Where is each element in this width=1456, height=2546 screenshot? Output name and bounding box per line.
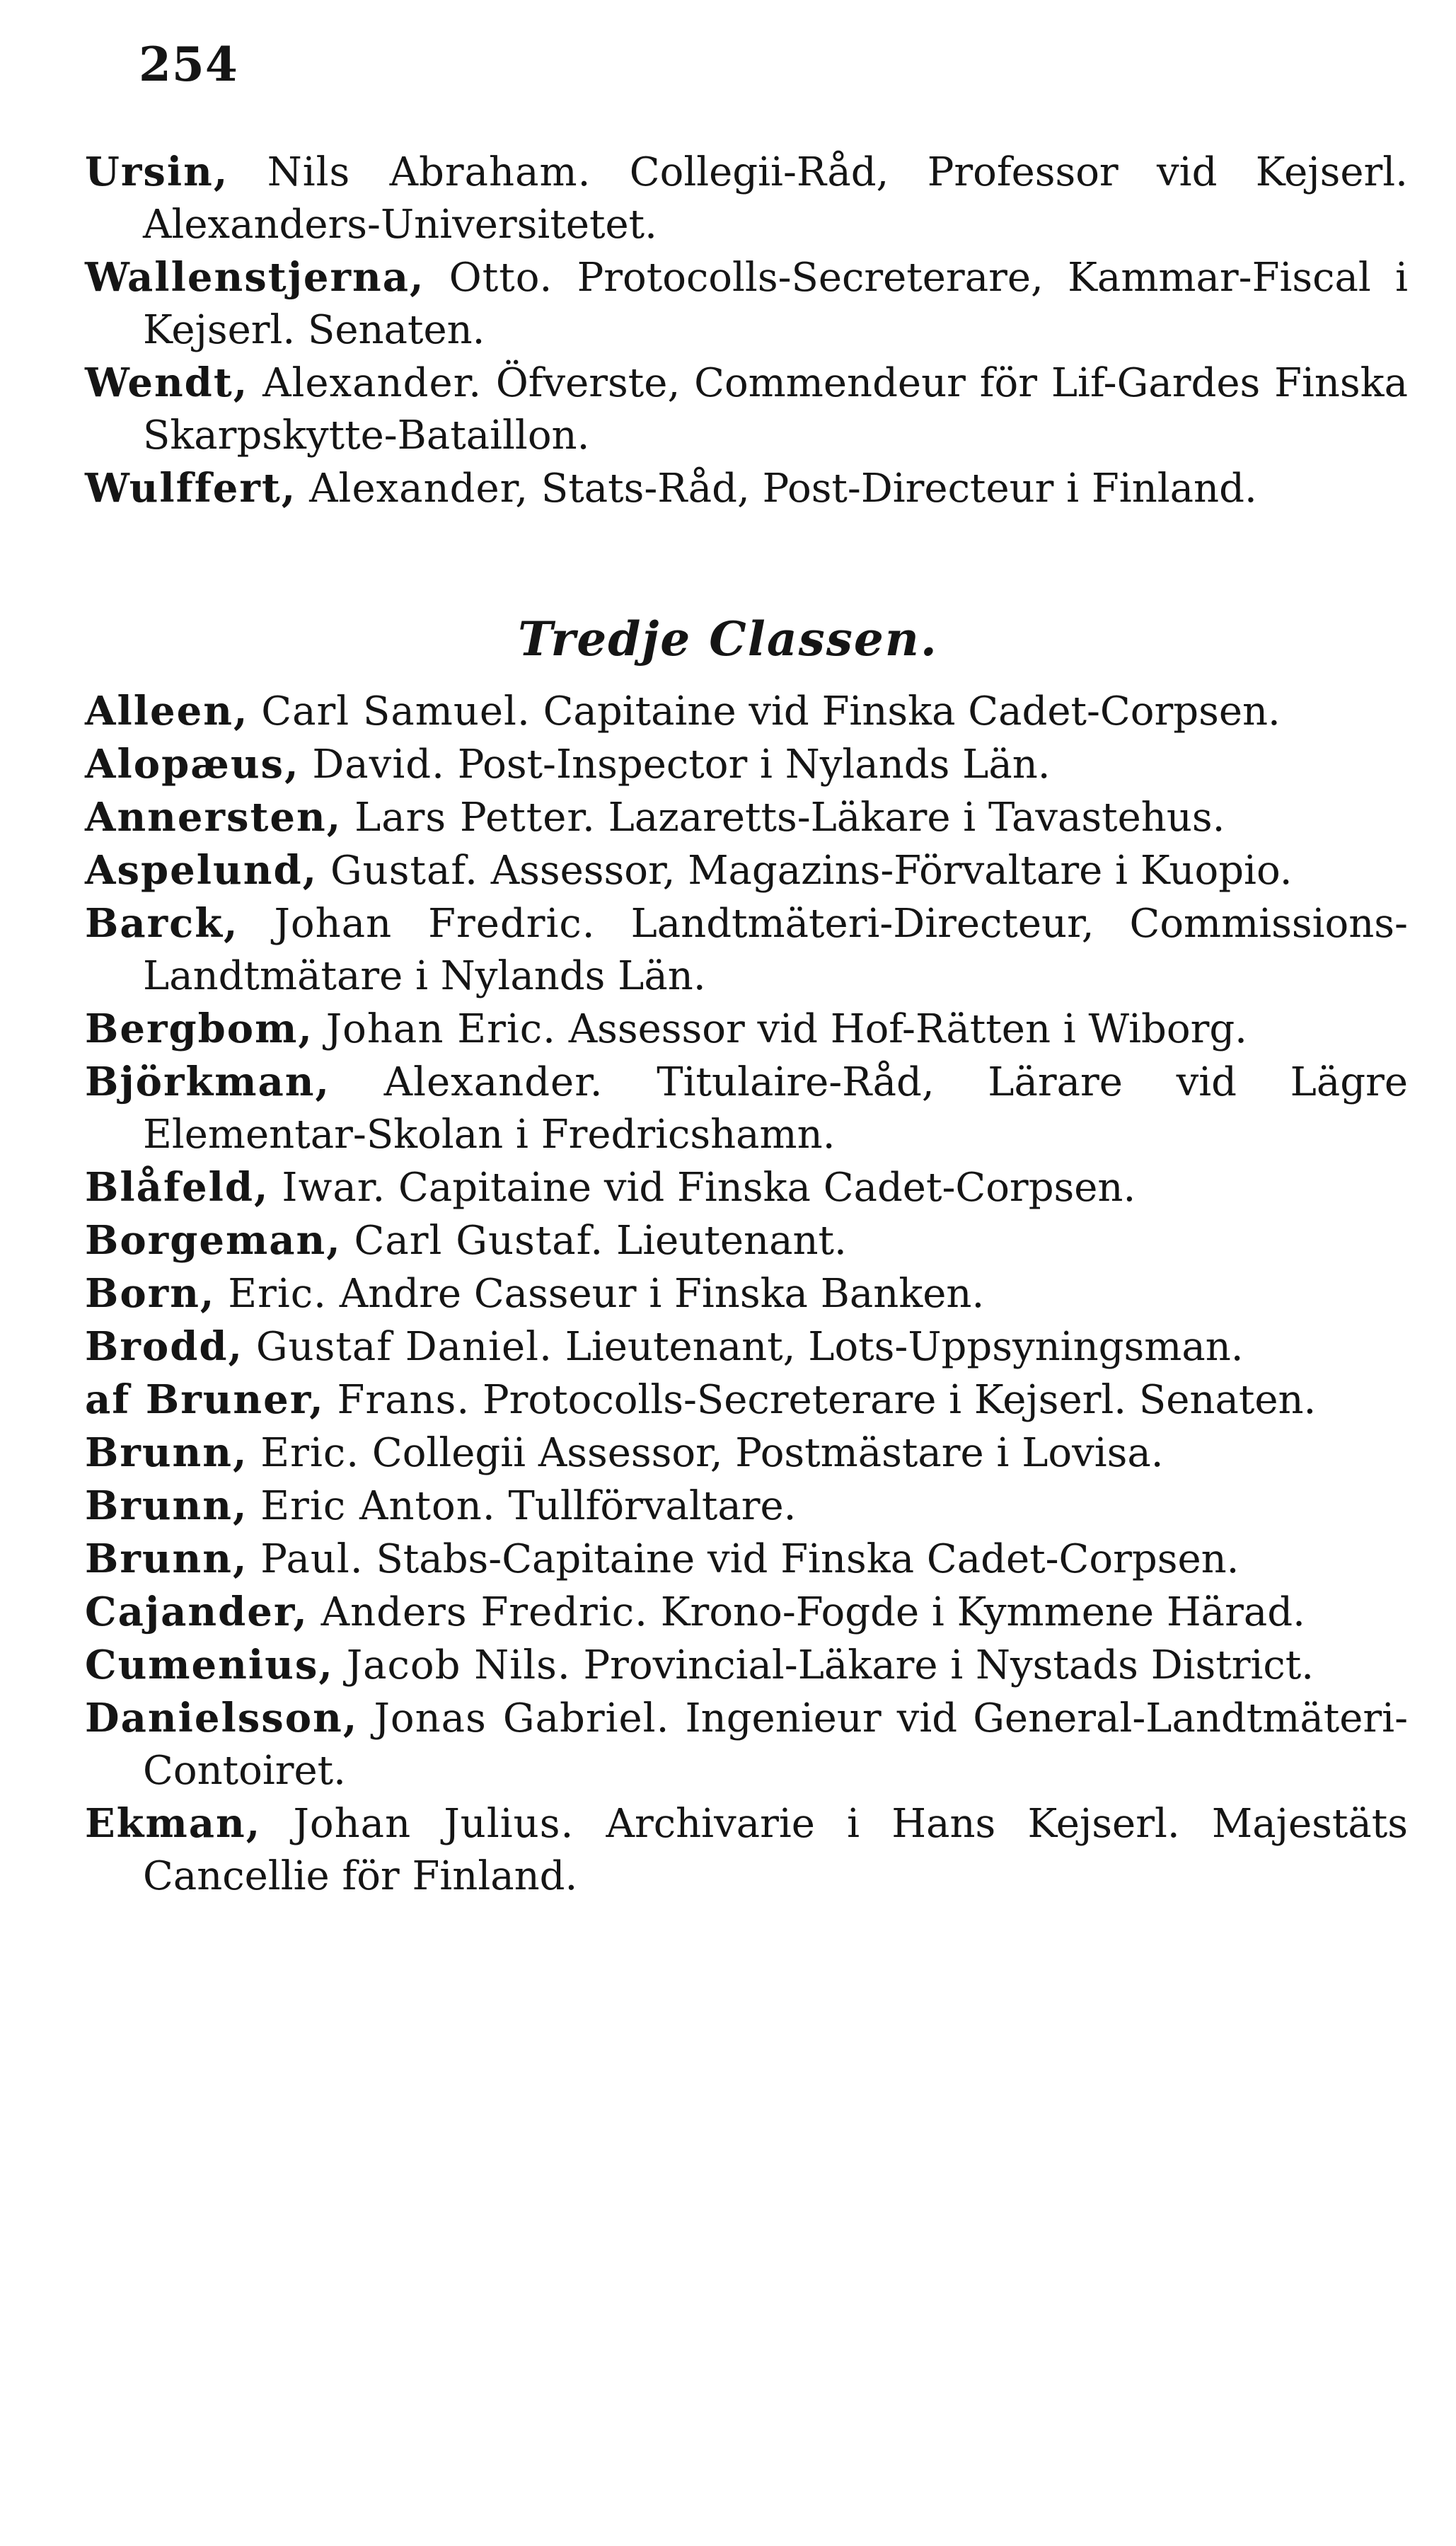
entries-after-heading [85,685,1408,1903]
list-entry: Barck, Johan Fredric. Landtmäteri-Directeur, Commissions-Landtmätare i Nylands Län. [85,900,1408,999]
list-entry: Wallenstjerna, Otto. Protocolls-Secreterare, Kammar-Fiscal i Kejserl. Senaten. [85,254,1408,353]
list-entry: Wulffert, Alexander, Stats-Råd, Post-Directeur i Finland. [85,465,1257,512]
list-entry: Blåfeld, Iwar. Capitaine vid Finska Cadet-Corpsen. [85,1164,1136,1211]
list-entry: Ursin, Nils Abraham. Collegii-Råd, Professor vid Kejserl. Alexanders-Universitetet. [85,149,1408,248]
list-entry: Brodd, Gustaf Daniel. Lieutenant, Lots-Uppsyningsman. [85,1323,1244,1370]
list-entry: Cajander, Anders Fredric. Krono-Fogde i Kymmene Härad. [85,1589,1305,1635]
list-entry: Bergbom, Johan Eric. Assessor vid Hof-Rätten i Wiborg. [85,1006,1247,1052]
list-entry: Björkman, Alexander. Titulaire-Råd, Lärare vid Lägre Elementar-Skolan i Fredricshamn. [85,1059,1408,1158]
class-heading: Tredje Classen. [518,611,938,667]
list-entry: Brunn, Eric. Collegii Assessor, Postmästare i Lovisa. [85,1429,1164,1476]
list-entry: Wendt, Alexander. Öfverste, Commendeur för Lif-Gardes Finska Skarpskytte-Bataillon. [85,359,1408,459]
list-entry: Borgeman, Carl Gustaf. Lieutenant. [85,1217,847,1264]
list-entry: Annersten, Lars Petter. Lazaretts-Läkare i Tavastehus. [85,794,1225,841]
list-entry: Born, Eric. Andre Casseur i Finska Banken. [85,1270,985,1317]
list-entry: Aspelund, Gustaf. Assessor, Magazins-Förvaltare i Kuopio. [85,847,1293,894]
list-entry: Cumenius, Jacob Nils. Provincial-Läkare i Nystads District. [85,1642,1315,1688]
list-entry: Brunn, Eric Anton. Tullförvaltare. [85,1482,797,1529]
list-entry: Ekman, Johan Julius. Archivarie i Hans Kejserl. Majestäts Cancellie för Finland. [85,1800,1408,1899]
page-number: 254 [139,37,238,92]
list-entry: Alleen, Carl Samuel. Capitaine vid Finska Cadet-Corpsen. [85,688,1281,735]
entries-before-heading [85,146,1408,515]
list-entry: Brunn, Paul. Stabs-Capitaine vid Finska Cadet-Corpsen. [85,1536,1240,1582]
list-entry: Danielsson, Jonas Gabriel. Ingenieur vid General-Landtmäteri-Contoiret. [85,1695,1408,1794]
list-entry: Alopæus, David. Post-Inspector i Nylands Län. [85,741,1051,788]
list-entry: af Bruner, Frans. Protocolls-Secreterare i Kejserl. Senaten. [85,1376,1317,1423]
